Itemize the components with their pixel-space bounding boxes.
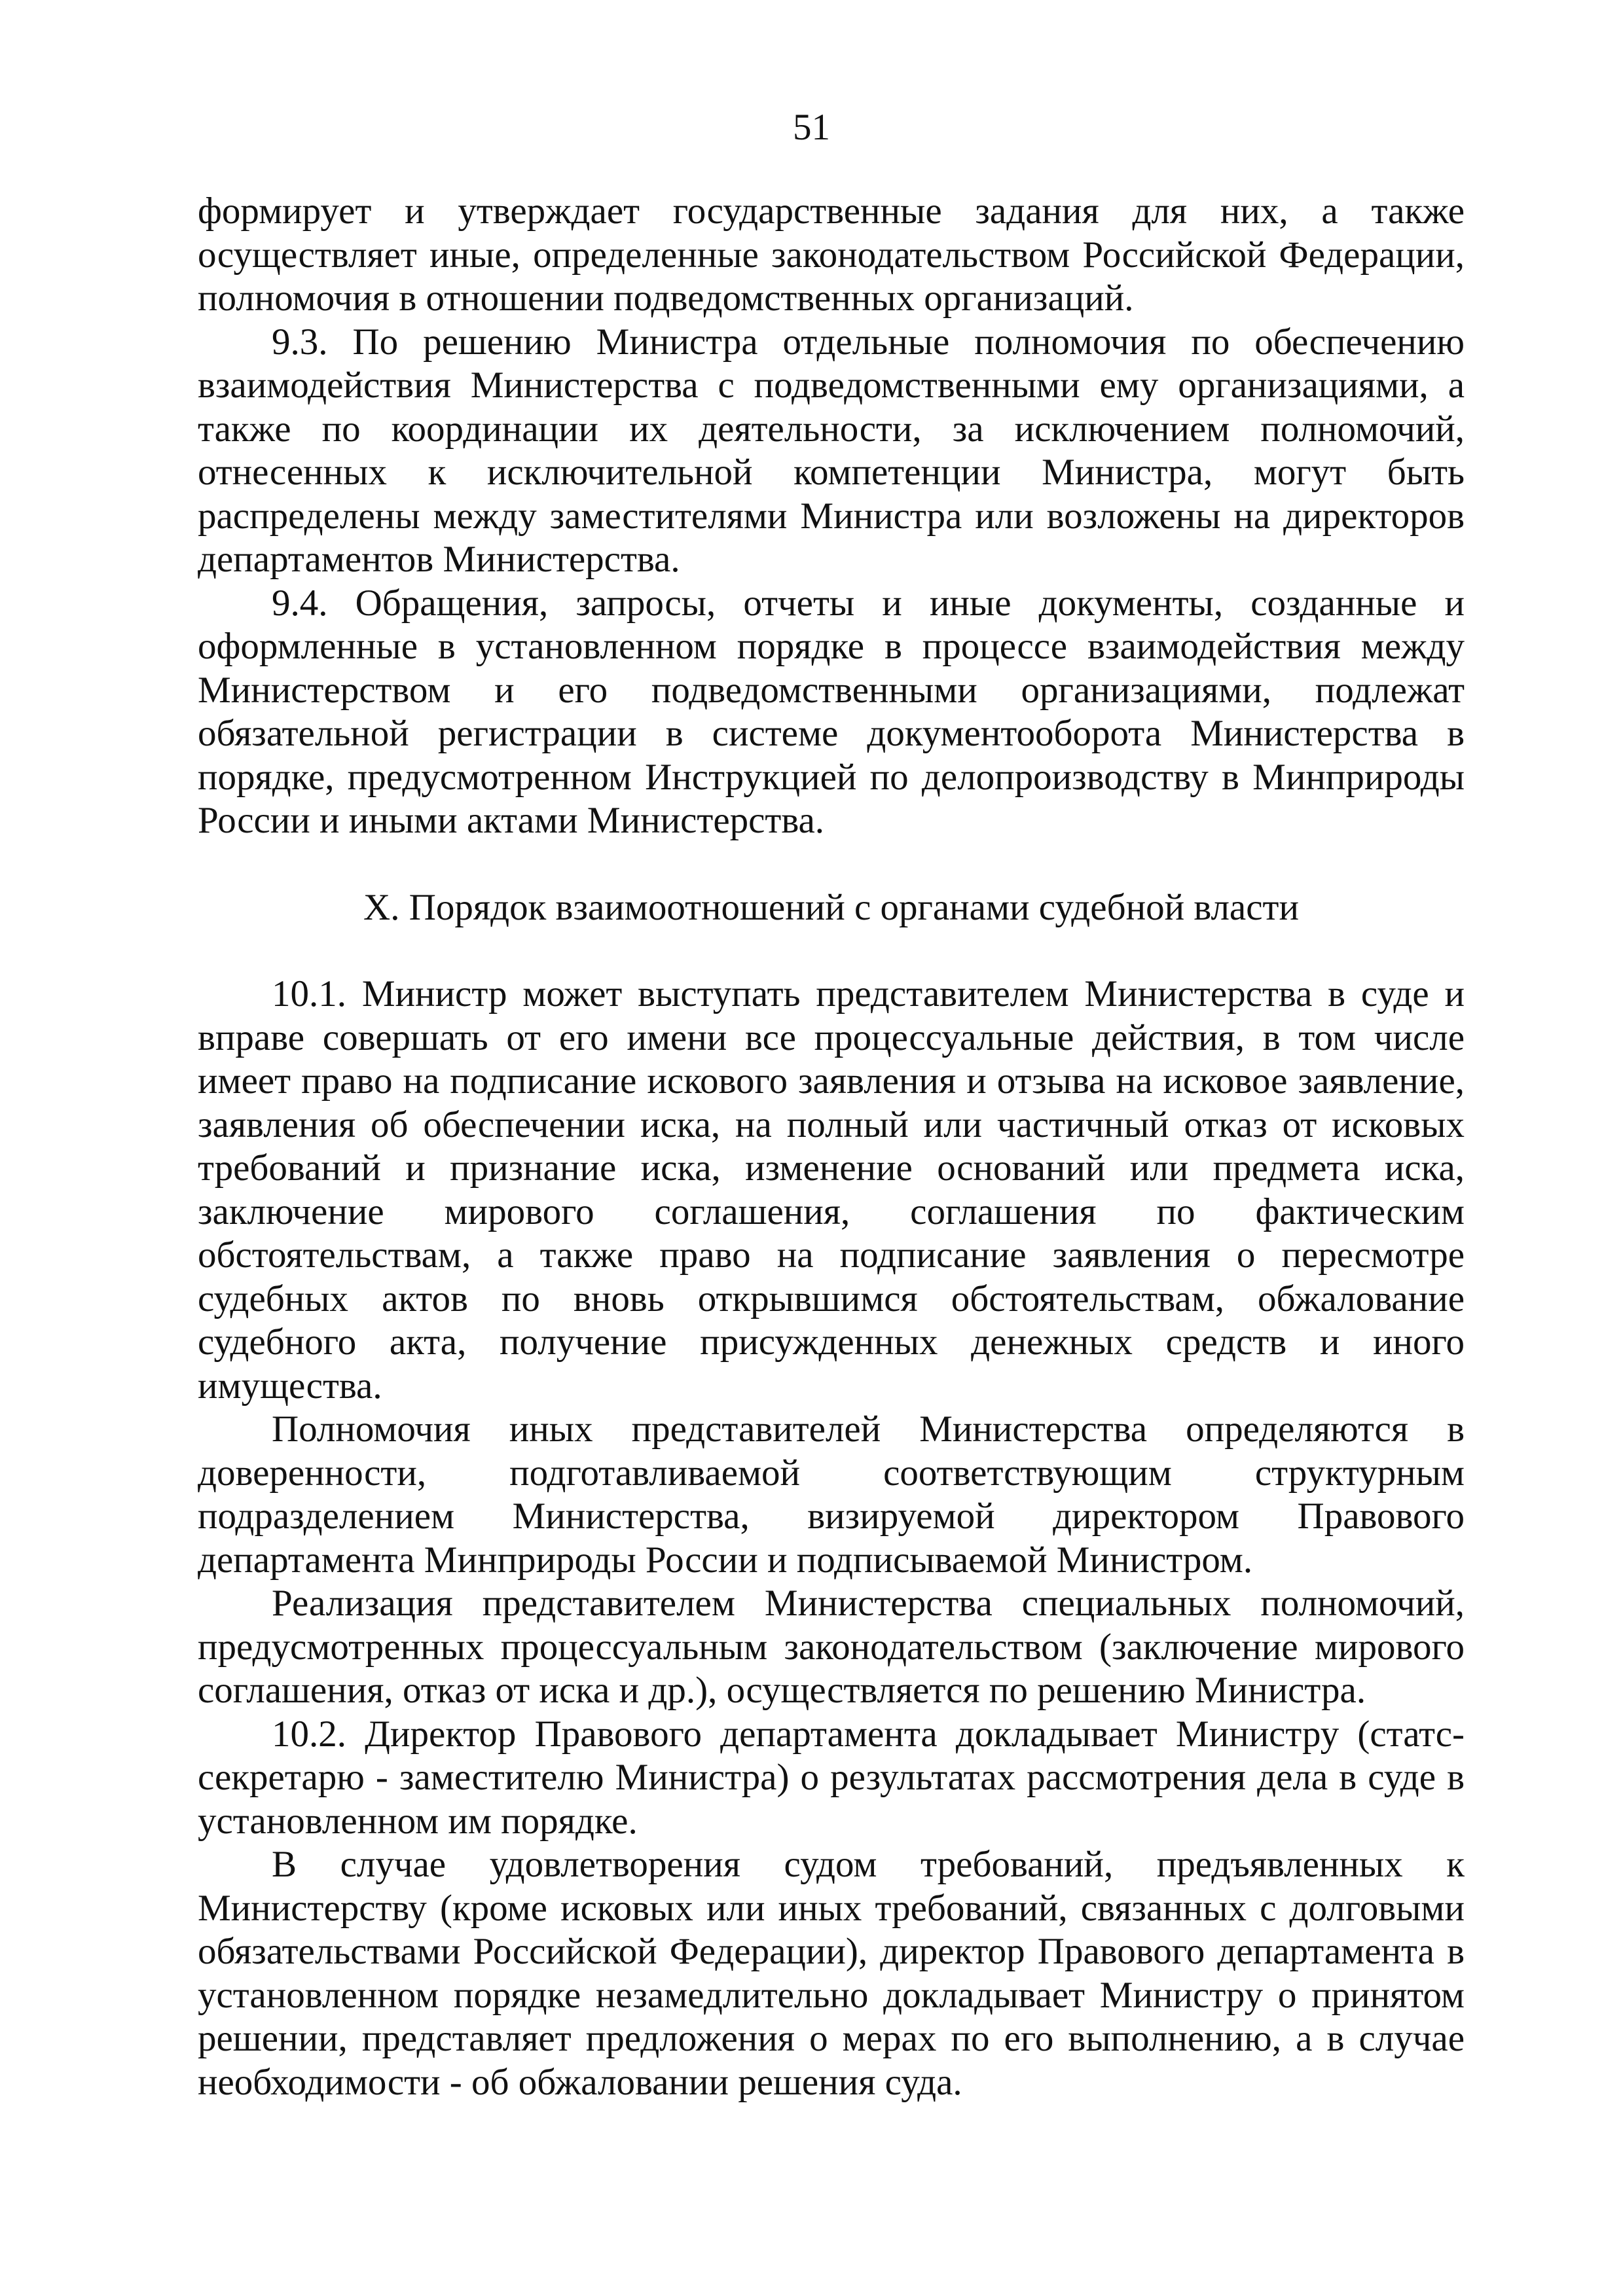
paragraph-9-3: 9.3. По решению Министра отдельные полномочия по обеспечению взаимодействия Министерства с подведомственными ему организациями, а также по координации их деятельности, за исключением полномочий, отнесенных к исключительной компетенции Министра, могут быть распределены между заместителями Министра или возложены на директоров департаментов Министерства. (198, 321, 1465, 580)
paragraph-10-1: 10.1. Министр может выступать представителем Министерства в суде и вправе совершать от его имени все процессуальные действия, в том числе имеет право на подписание искового заявления и отзыва на исковое заявление, заявления об обеспечении иска, на полный или частичный отказ от исковых требований и признание иска, изменение оснований или предмета иска, заключение мирового соглашения, соглашения по фактическим обстоятельствам, а также право на подписание заявления о пересмотре судебных актов по вновь открывшимся обстоятельствам, обжалование судебного акта, получение присужденных денежных средств и иного имущества. (198, 973, 1465, 1407)
paragraph-special-powers: Реализация представителем Министерства специальных полномочий, предусмотренных процессуальным законодательством (заключение мирового соглашения, отказ от иска и др.), осуществляется по решению Министра. (198, 1583, 1465, 1711)
document-body (198, 190, 1465, 2104)
paragraph-representatives-powers: Полномочия иных представителей Министерства определяются в доверенности, подготавливаемой соответствующим структурным подразделением Министерства, визируемой директором Правового департамента Минприроды России и подписываемой Министром. (198, 1408, 1465, 1581)
paragraph-9-4: 9.4. Обращения, запросы, отчеты и иные документы, созданные и оформленные в установленном порядке в процессе взаимодействия между Министерством и его подведомственными организациями, подлежат обязательной регистрации в системе документооборота Министерства в порядке, предусмотренном Инструкцией по делопроизводству в Минприроды России и иными актами Министерства. (198, 582, 1465, 841)
section-heading: X. Порядок взаимоотношений с органами судебной власти (363, 886, 1299, 928)
paragraph-continuation: формирует и утверждает государственные задания для них, а также осуществляет иные, определенные законодательством Российской Федерации, полномочия в отношении подведомственных организаций. (198, 190, 1465, 319)
paragraph-10-2: 10.2. Директор Правового департамента докладывает Министру (статс-секретарю - заместителю Министра) о результатах рассмотрения дела в суде в установленном им порядке. (198, 1713, 1465, 1842)
paragraph-court-decision: В случае удовлетворения судом требований, предъявленных к Министерству (кроме исковых или иных требований, связанных с долговыми обязательствами Российской Федерации), директор Правового департамента в установленном порядке незамедлительно докладывает Министру о принятом решении, представляет предложения о мерах по его выполнению, а в случае необходимости - об обжаловании решения суда. (198, 1844, 1465, 2103)
page-number: 51 (793, 107, 830, 148)
